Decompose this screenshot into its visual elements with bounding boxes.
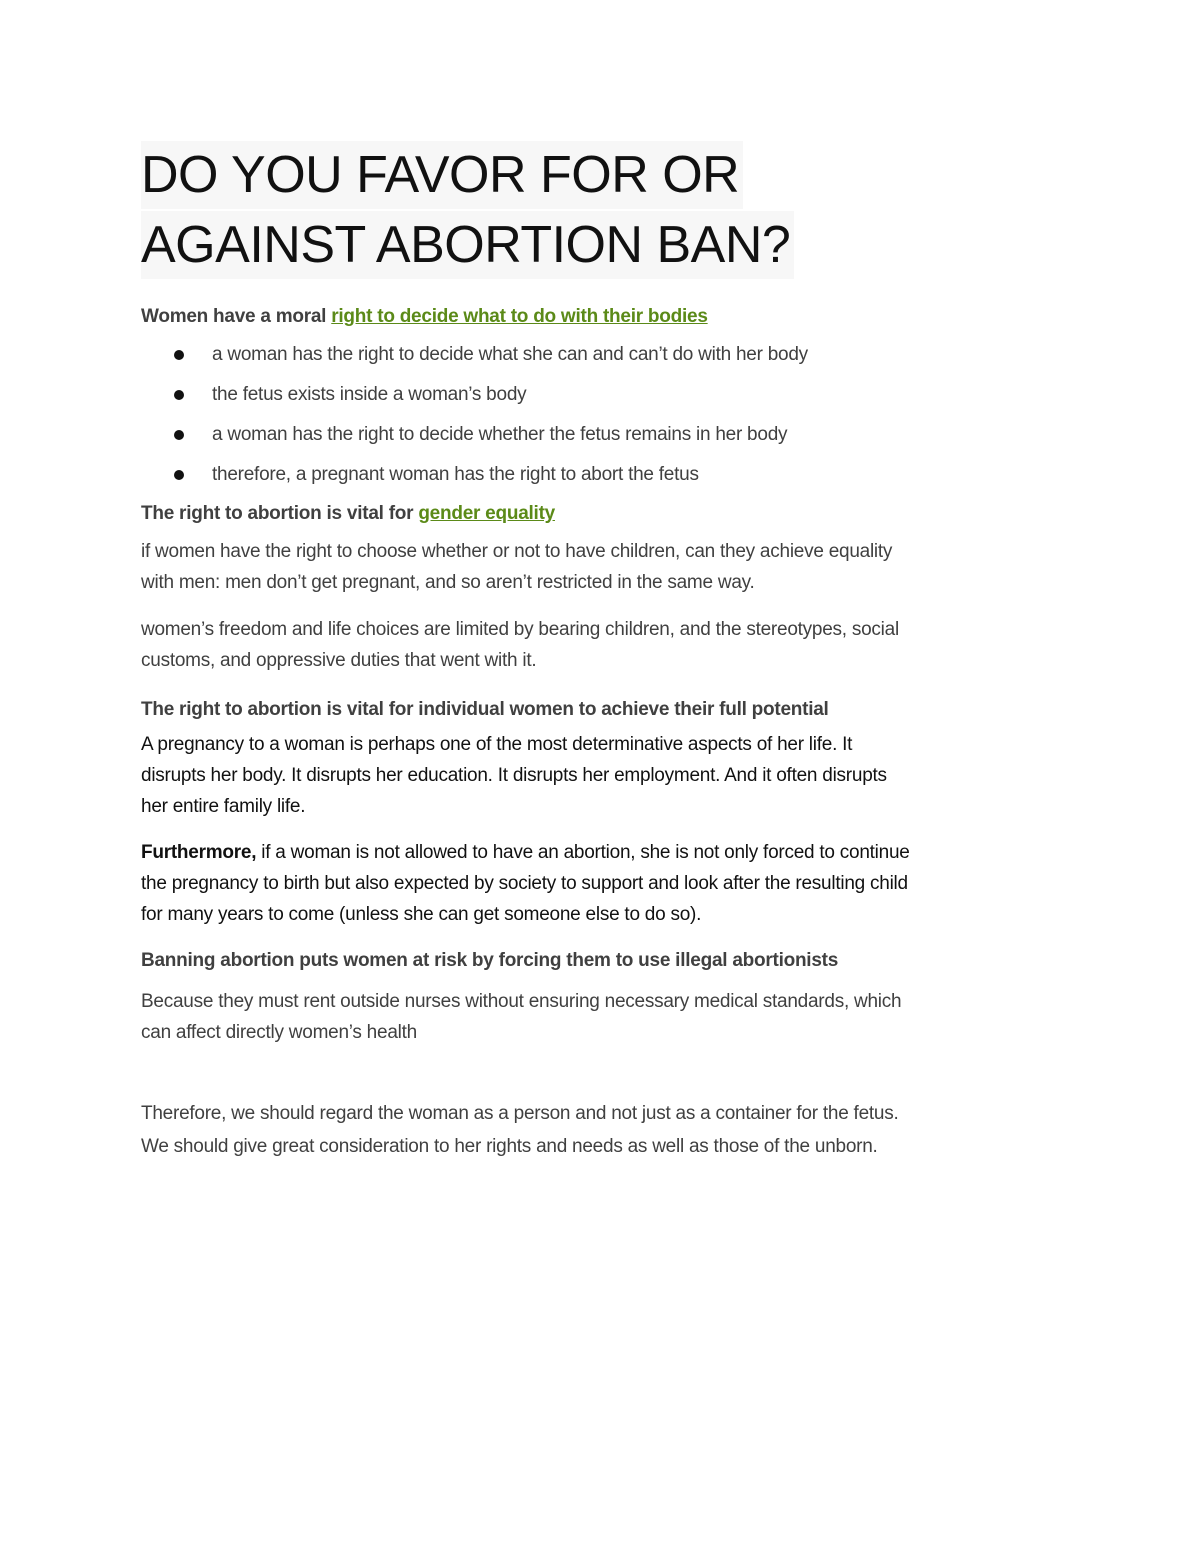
- bullet-text: a woman has the right to decide what she can and can’t do with her body: [212, 344, 808, 365]
- bullet-icon: [174, 470, 184, 480]
- list-item: [141, 415, 1061, 455]
- heading-text: The right to abortion is vital for: [141, 503, 419, 524]
- list-item: [141, 335, 1061, 375]
- title-line-2: AGAINST ABORTION BAN?: [141, 211, 794, 279]
- paragraph-line: can affect directly women’s health: [141, 1022, 417, 1043]
- paragraph-conclusion: [141, 1097, 1061, 1163]
- paragraph-line: We should give great consideration to her rights and needs as well as those of the unborn.: [141, 1136, 878, 1157]
- paragraph-line: A pregnancy to a woman is perhaps one of the most determinative aspects of her life. It: [141, 734, 853, 755]
- paragraph-line: customs, and oppressive duties that went with it.: [141, 650, 537, 671]
- bullet-text: the fetus exists inside a woman’s body: [212, 384, 527, 405]
- paragraph-furthermore: [141, 837, 1061, 930]
- title-line-1: DO YOU FAVOR FOR OR: [141, 141, 743, 209]
- paragraph-line: [141, 837, 1061, 868]
- bullet-icon: [174, 390, 184, 400]
- paragraph-medical-standards: [141, 986, 1061, 1048]
- paragraph-line: for many years to come (unless she can get someone else to do so).: [141, 904, 702, 925]
- paragraph-line: her entire family life.: [141, 796, 306, 817]
- link-gender-equality[interactable]: gender equality: [418, 503, 555, 524]
- list-item: [141, 375, 1061, 415]
- bullet-icon: [174, 350, 184, 360]
- paragraph-pregnancy: [141, 729, 1061, 822]
- bullet-text: a woman has the right to decide whether the fetus remains in her body: [212, 424, 788, 445]
- link-right-to-decide[interactable]: right to decide what to do with their bodies: [331, 306, 708, 327]
- paragraph-line: Therefore, we should regard the woman as a person and not just as a container for the fetus.: [141, 1103, 899, 1124]
- paragraph-line: with men: men don’t get pregnant, and so aren’t restricted in the same way.: [141, 572, 755, 593]
- list-item: [141, 455, 1061, 495]
- paragraph-text: if a woman is not allowed to have an abortion, she is not only forced to continue: [256, 842, 910, 863]
- bold-lead-word: Furthermore,: [141, 842, 257, 863]
- paragraph-equality: [141, 536, 1061, 598]
- paragraph-line: women’s freedom and life choices are limited by bearing children, and the stereotypes, social: [141, 619, 899, 640]
- bullet-list: [141, 335, 1061, 495]
- page-title: [141, 141, 901, 279]
- paragraph-freedom: [141, 614, 1061, 676]
- section-heading-bodily-autonomy: [141, 302, 1061, 332]
- document-body: [141, 300, 1061, 1163]
- bullet-text: therefore, a pregnant woman has the right to abort the fetus: [212, 464, 699, 485]
- section-heading-illegal-abortionists: Banning abortion puts women at risk by forcing them to use illegal abortionists: [141, 950, 839, 971]
- section-heading-gender-equality: [141, 499, 1061, 529]
- paragraph-line: Because they must rent outside nurses without ensuring necessary medical standards, which: [141, 991, 902, 1012]
- section-heading-full-potential: The right to abortion is vital for individual women to achieve their full potential: [141, 699, 829, 720]
- paragraph-line: the pregnancy to birth but also expected by society to support and look after the resulting child: [141, 873, 908, 894]
- paragraph-line: disrupts her body. It disrupts her education. It disrupts her employment. And it often disrupts: [141, 765, 887, 786]
- bullet-icon: [174, 430, 184, 440]
- paragraph-line: if women have the right to choose whether or not to have children, can they achieve equality: [141, 541, 893, 562]
- heading-text: Women have a moral: [141, 306, 332, 327]
